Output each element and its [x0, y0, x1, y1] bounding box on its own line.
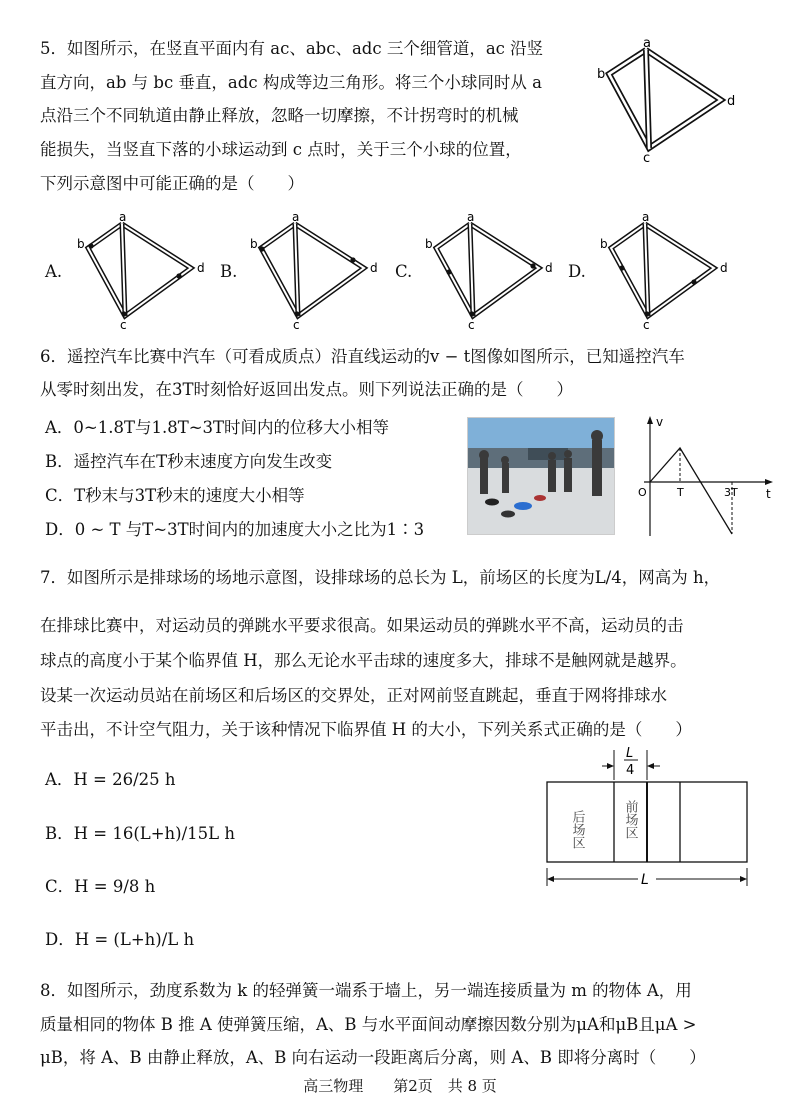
q5-line-2: 直方向，ab 与 bc 垂直，adc 构成等边三角形。将三个小球同时从 a [40, 73, 542, 92]
q7-option-b[interactable]: B．H = 16(L+h)/15L h [45, 824, 235, 843]
svg-text:a: a [642, 212, 650, 224]
svg-text:c: c [293, 318, 300, 330]
back-zone-label: 后场区 [569, 810, 585, 849]
svg-text:b: b [77, 237, 85, 251]
svg-text:c: c [120, 318, 127, 330]
svg-text:b: b [600, 237, 608, 251]
q5-option-b[interactable]: B. [220, 262, 238, 281]
q6-option-c[interactable]: C．T秒末与3T秒末的速度大小相等 [45, 486, 305, 505]
q8-line-2: 质量相同的物体 B 推 A 使弹簧压缩，A、B 与水平面间动摩擦因数分别为μA和μB且μA > [40, 1015, 697, 1034]
svg-text:a: a [467, 212, 475, 224]
q7-stem-2: 在排球比赛中，对运动员的弹跳水平要求很高。如果运动员的弹跳水平不高，运动员的击 [40, 616, 684, 635]
svg-text:c: c [643, 318, 650, 330]
q7-stem-3: 球点的高度小于某个临界值 H，那么无论水平击球的速度多大，排球不是触网就是越界。 [40, 651, 687, 670]
q5-line-1: 5．如图所示，在竖直平面内有 ac、abc、adc 三个细管道，ac 沿竖 [40, 39, 544, 58]
svg-text:d: d [720, 261, 728, 275]
quarter-denominator: 4 [626, 763, 635, 778]
quarter-numerator: L [626, 746, 634, 761]
vt-graph [628, 410, 778, 538]
front-zone-label: 前场区 [622, 800, 638, 839]
q7-option-c[interactable]: C．H = 9/8 h [45, 877, 156, 896]
q5-option-b-figure [248, 212, 388, 330]
q5-line-3: 点沿三个不同轨道由静止释放，忽略一切摩擦，不计拐弯时的机械 [40, 106, 519, 125]
q5-option-d[interactable]: D. [568, 262, 586, 281]
tick-T: T [677, 486, 684, 499]
q5-line-5: 下列示意图中可能正确的是（ ） [40, 174, 304, 193]
ball-d [176, 273, 181, 278]
q8-line-1: 8．如图所示，劲度系数为 k 的轻弹簧一端系于墙上，另一端连接质量为 m 的物体 A，用 [40, 981, 692, 1000]
q7-option-a[interactable]: A．H = 26/25 h [45, 770, 176, 789]
q5-option-c[interactable]: C. [395, 262, 413, 281]
q5-option-c-figure [423, 212, 563, 330]
svg-text:a: a [292, 212, 300, 224]
axis-t-label: t [766, 487, 771, 501]
vt-line [650, 448, 732, 534]
label-c: c [643, 151, 651, 166]
label-b: b [597, 67, 606, 82]
q5-line-4: 能损失，当竖直下落的小球运动到 c 点时，关于三个小球的位置， [40, 140, 522, 159]
q6-stem-1: 6．遥控汽车比赛中汽车（可看成质点）沿直线运动的v − t图像如图所示，已知遥控汽车 [40, 347, 685, 366]
svg-text:d: d [197, 261, 205, 275]
q7-stem-5: 平击出，不计空气阻力，关于该种情况下临界值 H 的大小，下列关系式正确的是（ ） [40, 720, 692, 739]
ball-c [121, 311, 126, 316]
q6-stem-2: 从零时刻出发，在3T时刻恰好返回出发点。则下列说法正确的是（ ） [40, 380, 574, 399]
q7-option-d[interactable]: D．H = (L+h)/L h [45, 930, 195, 949]
q5-main-figure [595, 38, 755, 168]
q5-option-a[interactable]: A. [45, 262, 63, 281]
svg-text:c: c [468, 318, 475, 330]
page-footer: 高三物理 第2页 共 8 页 [303, 1077, 497, 1095]
svg-text:b: b [250, 237, 258, 251]
q5-option-a-figure [75, 212, 215, 330]
q5-option-d-figure [598, 212, 738, 330]
q7-stem-1: 7．如图所示是排球场的场地示意图，设排球场的总长为 L，前场区的长度为L/4，网高为 h， [40, 568, 721, 587]
svg-text:d: d [545, 261, 553, 275]
svg-text:b: b [425, 237, 433, 251]
axis-v-label: v [656, 415, 664, 429]
q6-option-b[interactable]: B．遥控汽车在T秒末速度方向发生改变 [45, 452, 333, 471]
label-a: a [643, 38, 651, 51]
q6-option-d[interactable]: D．0 ~ T 与T~3T时间内的加速度大小之比为1∶3 [45, 520, 425, 539]
q6-option-a[interactable]: A．0~1.8T与1.8T~3T时间内的位移大小相等 [45, 418, 390, 437]
ball-b [88, 243, 93, 248]
q8-line-3: μB，将 A、B 由静止释放，A、B 向右运动一段距离后分离，则 A、B 即将分离时（ ） [40, 1048, 706, 1067]
label-d: d [727, 94, 736, 109]
svg-text:d: d [370, 261, 378, 275]
q7-stem-4: 设某一次运动员站在前场区和后场区的交界处，正对网前竖直跳起，垂直于网将排球水 [40, 686, 667, 705]
rc-car-race-photo [467, 417, 615, 535]
svg-text:a: a [119, 212, 127, 224]
total-length-label: L [641, 872, 649, 888]
origin-label: O [638, 486, 647, 499]
volleyball-court-figure [540, 742, 752, 890]
tick-3T: 3T [724, 486, 738, 499]
